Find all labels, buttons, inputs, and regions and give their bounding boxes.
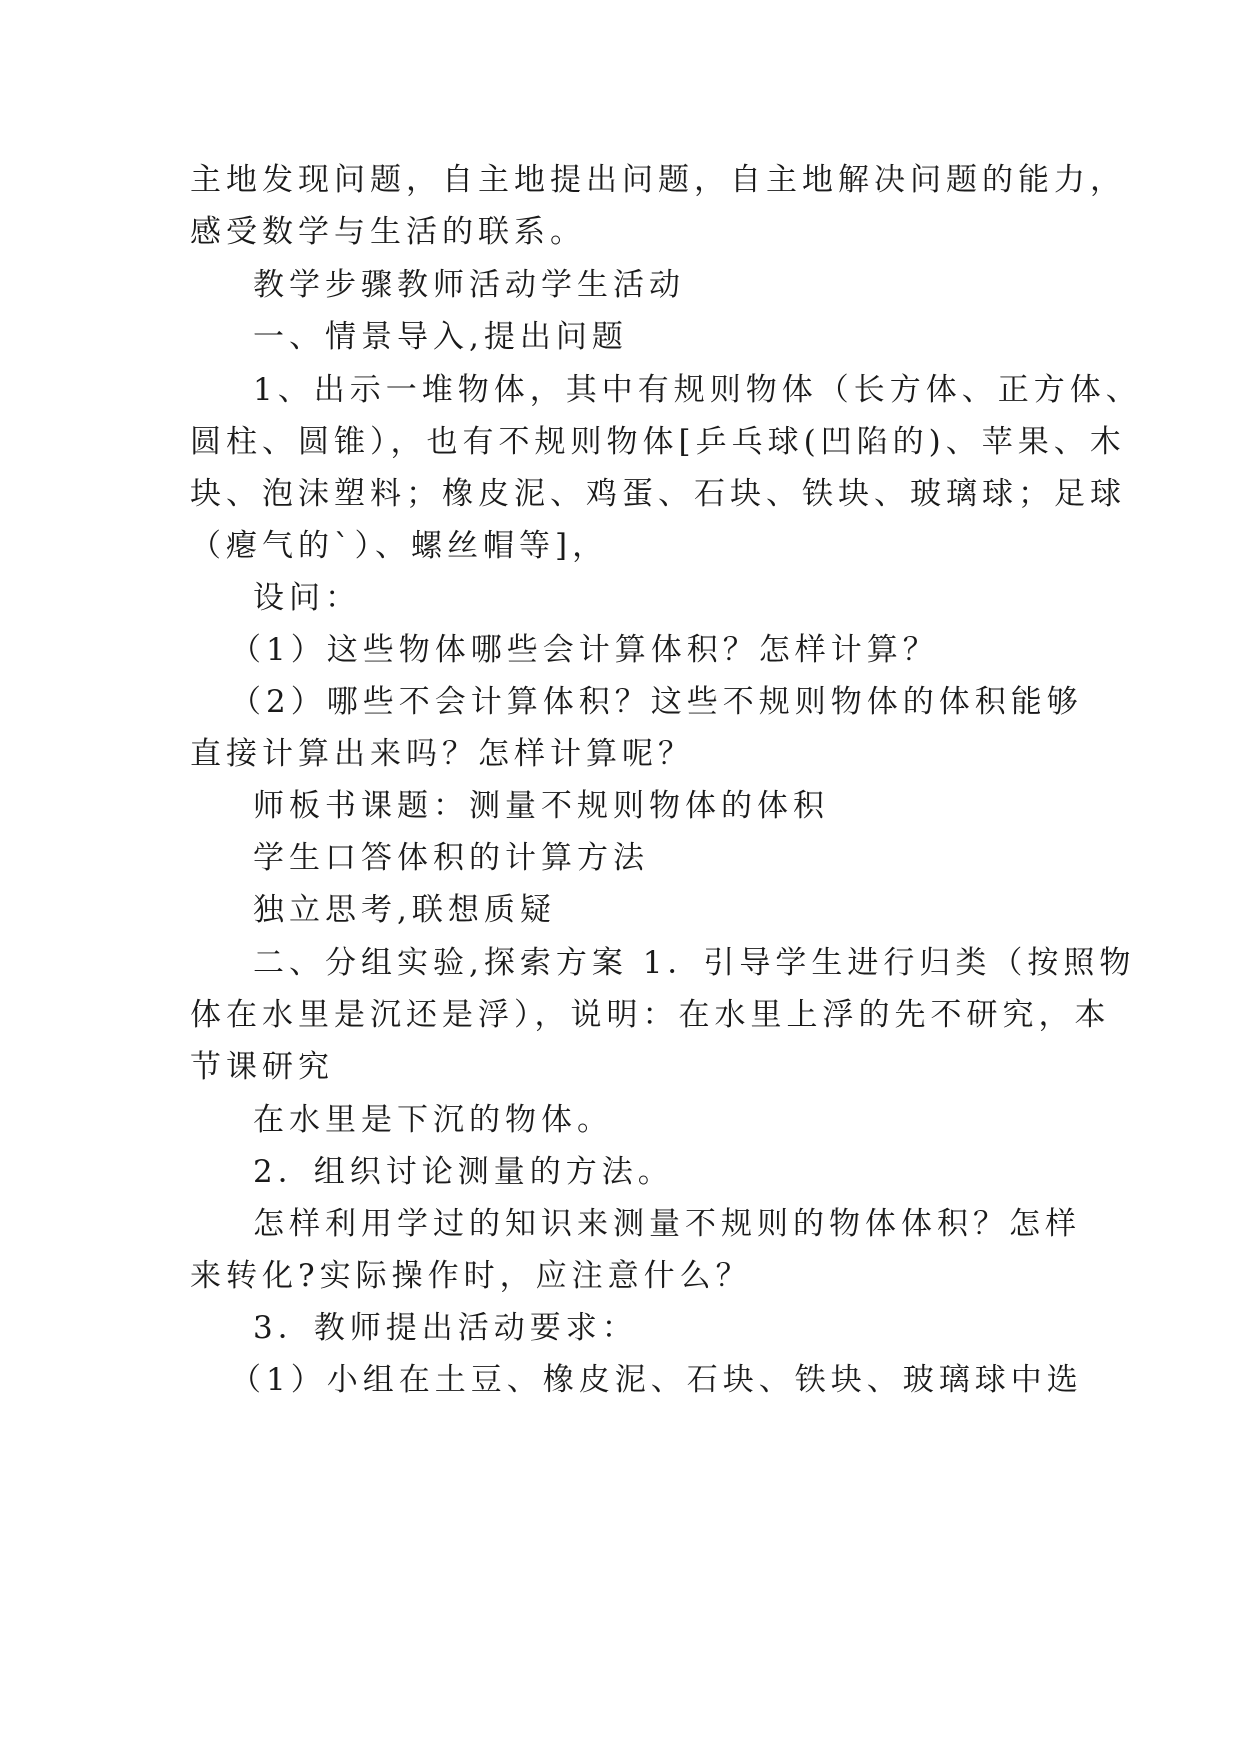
text-line: 3．教师提出活动要求：: [253, 1310, 638, 1346]
text-line: 设问：: [253, 580, 361, 616]
section-heading: 二、分组实验,探索方案 1．引导学生进行归类（按照物: [253, 945, 1136, 981]
text-line: 在水里是下沉的物体。: [253, 1102, 613, 1138]
text-line: 来转化?实际操作时，应注意什么？: [190, 1258, 752, 1294]
text-line: 主地发现问题，自主地提出问题，自主地解决问题的能力，: [190, 162, 1126, 198]
text-line: 1、出示一堆物体，其中有规则物体（长方体、正方体、: [253, 372, 1142, 408]
text-line: 2．组织讨论测量的方法。: [253, 1154, 674, 1190]
text-line: 怎样利用学过的知识来测量不规则的物体体积？怎样: [253, 1206, 1081, 1242]
text-line: （瘪气的`）、螺丝帽等]，: [190, 528, 609, 564]
text-line: 块、泡沫塑料；橡皮泥、鸡蛋、石块、铁块、玻璃球；足球: [190, 476, 1126, 512]
text-line: 体在水里是沉还是浮），说明：在水里上浮的先不研究，本: [190, 997, 1111, 1033]
text-line: 独立思考,联想质疑: [253, 892, 556, 928]
text-line: 学生口答体积的计算方法: [253, 840, 649, 876]
text-line: （2）哪些不会计算体积？这些不规则物体的体积能够: [230, 684, 1083, 720]
text-line: 感受数学与生活的联系。: [190, 214, 586, 250]
text-line: 节课研究: [190, 1049, 334, 1085]
section-heading: 一、情景导入,提出问题: [253, 319, 628, 355]
text-line: 圆柱、圆锥），也有不规则物体[乒乓球(凹陷的)、苹果、木: [190, 424, 1126, 460]
text-line: 师板书课题：测量不规则物体的体积: [253, 788, 829, 824]
text-line: 教学步骤教师活动学生活动: [253, 267, 685, 303]
text-line: （1）小组在土豆、橡皮泥、石块、铁块、玻璃球中选: [230, 1362, 1083, 1398]
text-line: （1）这些物体哪些会计算体积？怎样计算？: [230, 632, 939, 668]
text-line: 直接计算出来吗？怎样计算呢？: [190, 736, 694, 772]
